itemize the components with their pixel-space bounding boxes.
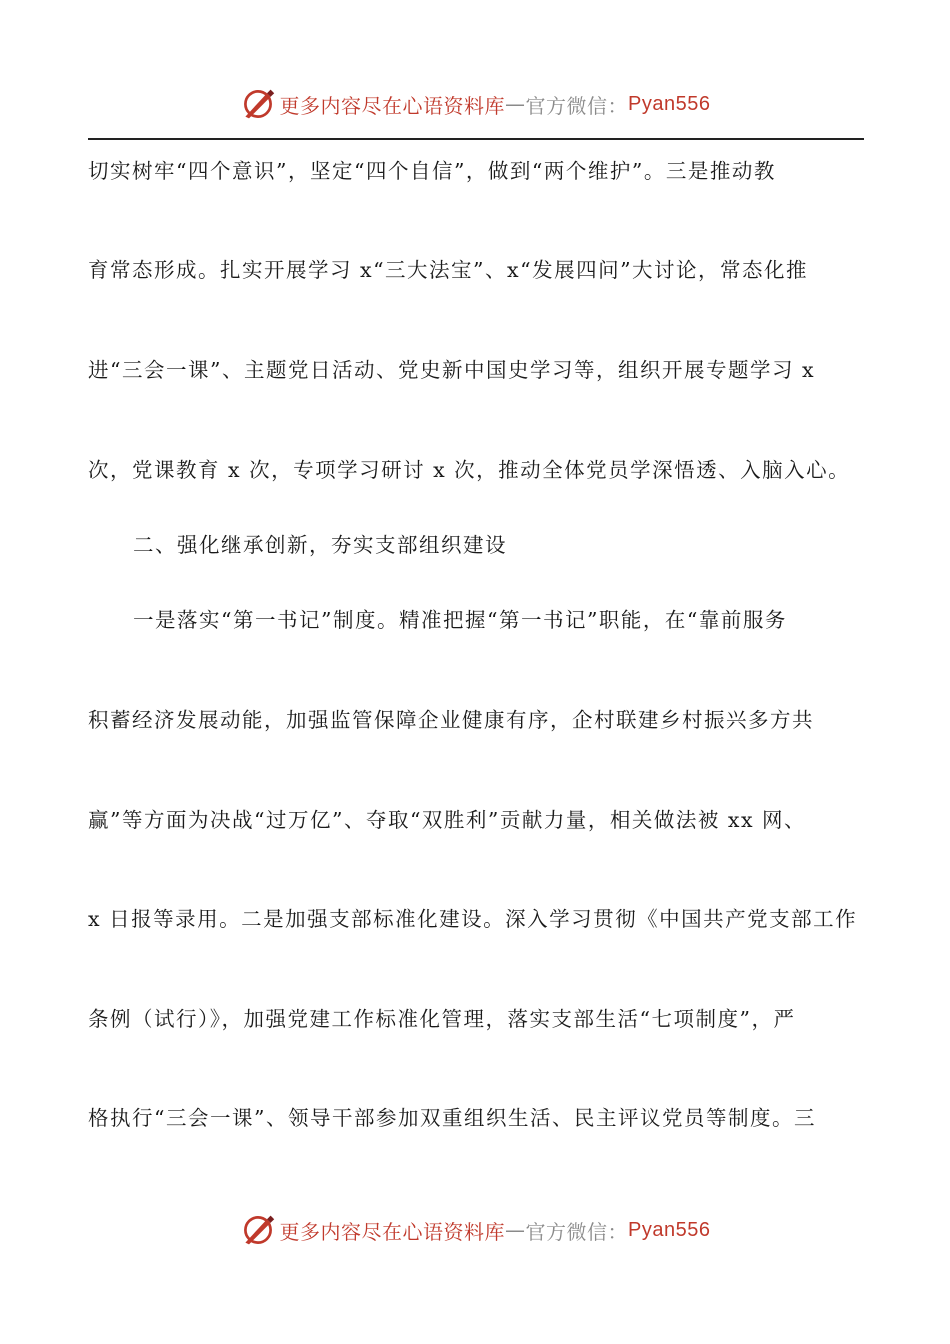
body-line-1: 切实树牢“四个意识”，坚定“四个自信”，做到“两个维护”。三是推动教 — [88, 159, 776, 183]
header-promo-text: 更多内容尽在心语资料库 — [279, 93, 506, 118]
body-line-8: 赢”等方面为决战“过万亿”、夺取“双胜利”贡献力量，相关做法被 xx 网、 — [88, 808, 807, 832]
header-separator: — — [505, 92, 526, 116]
body-line-4: 次，党课教育 x 次，专项学习研讨 x 次，推动全体党员学深悟透、入脑入心。 — [88, 458, 851, 482]
footer-wechat-label: 官方微信： — [525, 1219, 629, 1244]
body-line-9: x 日报等录用。二是加强支部标准化建设。深入学习贯彻《中国共产党支部工作 — [88, 907, 858, 931]
footer-wechat-id: Pyan556 — [628, 1218, 711, 1241]
footer-banner — [0, 1208, 950, 1252]
section-heading: 二、强化继承创新，夯实支部组织建设 — [133, 533, 507, 557]
header-banner — [0, 82, 950, 126]
header-wechat-label: 官方微信： — [525, 93, 629, 118]
header-divider — [88, 138, 864, 140]
pen-circle-logo-icon — [240, 86, 276, 122]
body-line-6: 一是落实“第一书记”制度。精准把握“第一书记”职能，在“靠前服务 — [133, 608, 787, 632]
header-wechat-id: Pyan556 — [628, 92, 711, 115]
footer-separator: — — [505, 1218, 526, 1242]
body-line-2: 育常态形成。扎实开展学习 x“三大法宝”、x“发展四问”大讨论，常态化推 — [88, 258, 809, 282]
body-line-3: 进“三会一课”、主题党日活动、党史新中国史学习等，组织开展专题学习 x — [88, 358, 816, 382]
body-line-11: 格执行“三会一课”、领导干部参加双重组织生活、民主评议党员等制度。三 — [88, 1106, 816, 1130]
footer-promo-text: 更多内容尽在心语资料库 — [279, 1219, 506, 1244]
pen-circle-logo-icon — [240, 1212, 276, 1248]
body-line-7: 积蓄经济发展动能，加强监管保障企业健康有序，企村联建乡村振兴多方共 — [88, 708, 814, 732]
body-line-10: 条例（试行）》，加强党建工作标准化管理，落实支部生活“七项制度”，严 — [88, 1007, 796, 1031]
